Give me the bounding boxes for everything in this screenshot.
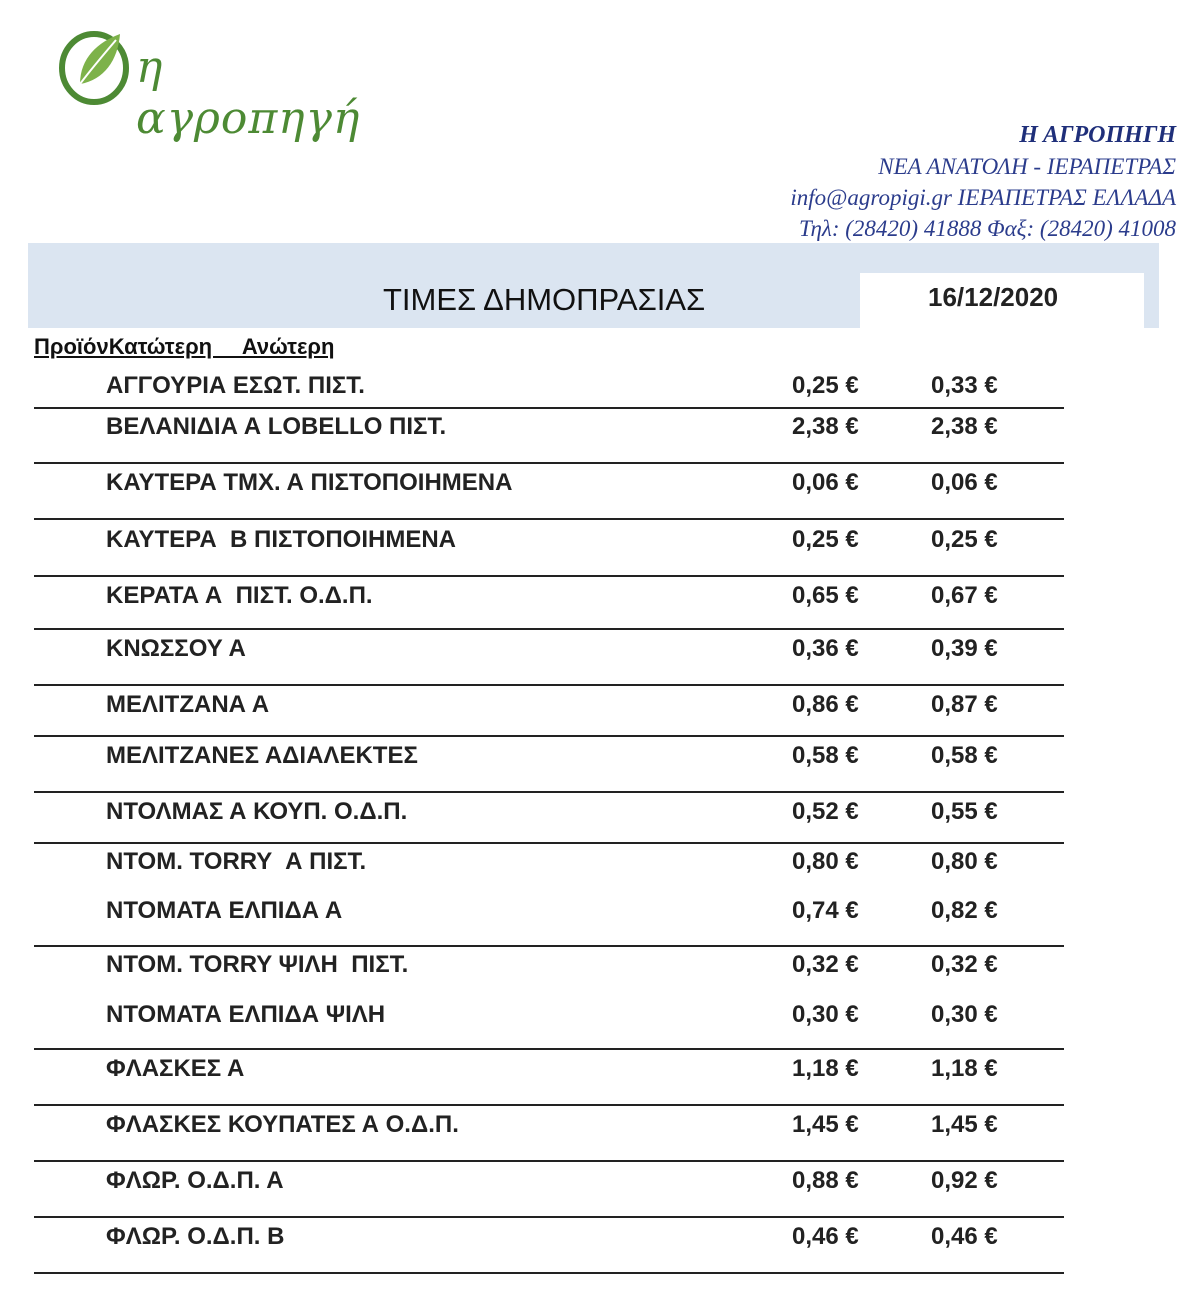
product-name: ΝΤΟΜ. TORRY ΨΙΛΗ ΠΙΣΤ. — [106, 951, 409, 978]
row-divider — [34, 842, 1064, 844]
row-divider — [34, 1216, 1064, 1218]
low-price: 0,65 € — [792, 582, 859, 609]
high-price: 0,92 € — [931, 1167, 998, 1194]
low-price: 2,38 € — [792, 413, 859, 440]
company-email-line: info@agropigi.gr ΙΕΡΑΠΕΤΡΑΣ ΕΛΛΑΔΑ — [790, 185, 1176, 210]
low-price: 0,25 € — [792, 372, 859, 399]
product-name: ΦΛΑΣΚΕΣ Α — [106, 1055, 245, 1082]
row-divider — [34, 735, 1064, 737]
low-price: 0,06 € — [792, 469, 859, 496]
row-divider — [34, 945, 1064, 947]
page-title: ΤΙΜΕΣ ΔΗΜΟΠΡΑΣΙΑΣ — [383, 282, 706, 317]
low-price: 0,46 € — [792, 1223, 859, 1250]
row-divider — [34, 1048, 1064, 1050]
high-price: 0,87 € — [931, 691, 998, 718]
high-price: 0,58 € — [931, 742, 998, 769]
product-name: ΜΕΛΙΤΖΑΝΑ Α — [106, 691, 270, 718]
company-phone-line: Τηλ: (28420) 41888 Φαξ: (28420) 41008 — [798, 216, 1176, 241]
high-price: 1,18 € — [931, 1055, 998, 1082]
row-divider — [34, 462, 1064, 464]
high-price: 0,39 € — [931, 635, 998, 662]
low-price: 1,45 € — [792, 1111, 859, 1138]
product-name: ΚΝΩΣΣΟΥ Α — [106, 635, 246, 662]
row-divider — [34, 628, 1064, 630]
high-price: 0,82 € — [931, 897, 998, 924]
low-price: 0,58 € — [792, 742, 859, 769]
company-address: ΝΕΑ ΑΝΑΤΟΛΗ - ΙΕΡΑΠΕΤΡΑΣ — [878, 154, 1176, 179]
product-name: ΝΤΟΜΑΤΑ ΕΛΠΙΔΑ ΨΙΛΗ — [106, 1001, 386, 1028]
product-name: ΦΛΑΣΚΕΣ ΚΟΥΠΑΤΕΣ Α Ο.Δ.Π. — [106, 1111, 459, 1138]
product-name: ΚΕΡΑΤΑ Α ΠΙΣΤ. Ο.Δ.Π. — [106, 582, 373, 609]
product-name: ΦΛΩΡ. Ο.Δ.Π. Α — [106, 1167, 284, 1194]
row-divider — [34, 791, 1064, 793]
product-name: ΜΕΛΙΤΖΑΝΕΣ ΑΔΙΑΛΕΚΤΕΣ — [106, 742, 418, 769]
low-price: 0,52 € — [792, 798, 859, 825]
row-divider — [34, 575, 1064, 577]
high-price: 0,06 € — [931, 469, 998, 496]
high-price: 0,32 € — [931, 951, 998, 978]
company-name: Η ΑΓΡΟΠΗΓΗ — [1019, 122, 1176, 148]
column-headers: ΠροϊόνΚατώτερη Ανώτερη — [34, 334, 335, 359]
high-price: 0,33 € — [931, 372, 998, 399]
product-name: ΝΤΟΜ. TORRY Α ΠΙΣΤ. — [106, 848, 367, 875]
high-price: 1,45 € — [931, 1111, 998, 1138]
product-name: ΚΑΥΤΕΡΑ ΤΜΧ. Α ΠΙΣΤΟΠΟΙΗΜΕΝΑ — [106, 469, 513, 496]
low-price: 0,30 € — [792, 1001, 859, 1028]
logo-wordmark: η αγροπηγή — [136, 42, 361, 144]
product-name: ΚΑΥΤΕΡΑ Β ΠΙΣΤΟΠΟΙΗΜΕΝΑ — [106, 526, 457, 553]
low-price: 1,18 € — [792, 1055, 859, 1082]
high-price: 0,46 € — [931, 1223, 998, 1250]
product-name: ΦΛΩΡ. Ο.Δ.Π. Β — [106, 1223, 285, 1250]
row-divider — [34, 1272, 1064, 1274]
high-price: 0,67 € — [931, 582, 998, 609]
product-name: ΝΤΟΜΑΤΑ ΕΛΠΙΔΑ Α — [106, 897, 343, 924]
product-name: ΑΓΓΟΥΡΙΑ ΕΣΩΤ. ΠΙΣΤ. — [106, 372, 365, 399]
low-price: 0,32 € — [792, 951, 859, 978]
product-name: ΝΤΟΛΜΑΣ Α ΚΟΥΠ. Ο.Δ.Π. — [106, 798, 408, 825]
product-name: ΒΕΛΑΝΙΔΙΑ Α LOBELLO ΠΙΣΤ. — [106, 413, 447, 440]
auction-date: 16/12/2020 — [928, 282, 1059, 312]
low-price: 0,74 € — [792, 897, 859, 924]
row-divider — [34, 518, 1064, 520]
high-price: 0,25 € — [931, 526, 998, 553]
low-price: 0,36 € — [792, 635, 859, 662]
company-info — [790, 120, 1176, 244]
high-price: 0,55 € — [931, 798, 998, 825]
low-price: 0,80 € — [792, 848, 859, 875]
row-divider — [34, 684, 1064, 686]
high-price: 2,38 € — [931, 413, 998, 440]
high-price: 0,30 € — [931, 1001, 998, 1028]
row-divider — [34, 1104, 1064, 1106]
leaf-logo-icon — [58, 20, 134, 110]
low-price: 0,25 € — [792, 526, 859, 553]
row-divider — [34, 1160, 1064, 1162]
high-price: 0,80 € — [931, 848, 998, 875]
low-price: 0,88 € — [792, 1167, 859, 1194]
row-divider — [34, 407, 1064, 409]
company-logo — [58, 20, 398, 144]
low-price: 0,86 € — [792, 691, 859, 718]
